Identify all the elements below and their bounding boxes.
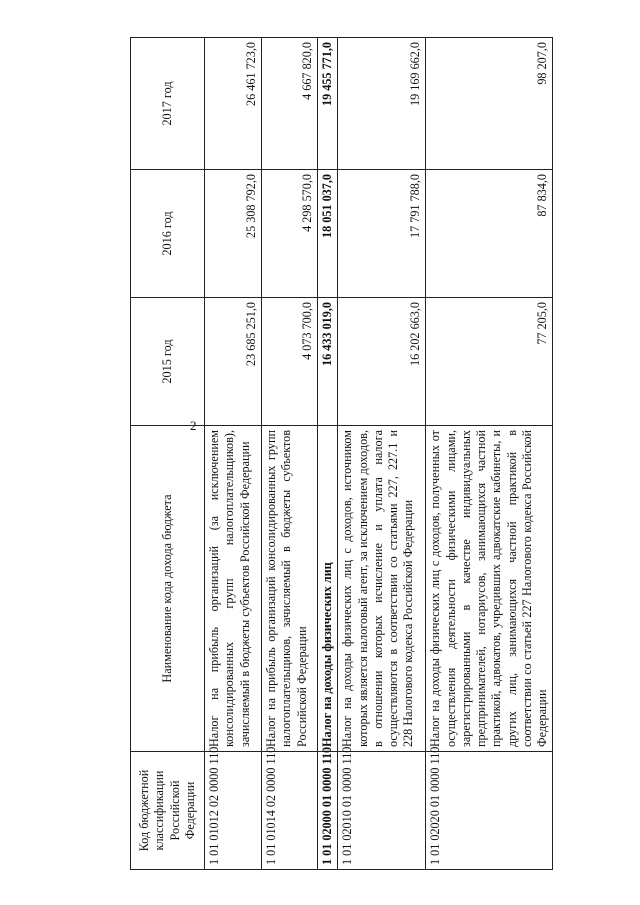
row-value-2016: 4 298 570,0 — [262, 170, 318, 298]
header-2016: 2016 год — [131, 170, 205, 298]
row-value-2015: 16 202 663,0 — [338, 298, 426, 426]
row-value-2015: 23 685 251,0 — [205, 298, 262, 426]
row-value-2016: 18 051 037,0 — [318, 170, 338, 298]
row-value-2016: 25 308 792,0 — [205, 170, 262, 298]
table-row — [338, 38, 426, 870]
row-value-2016: 17 791 788,0 — [338, 170, 426, 298]
row-code: 1 01 02000 01 0000 110 — [318, 752, 338, 870]
row-code: 1 01 02010 01 0000 110 — [338, 752, 426, 870]
row-name: Налог на доходы физических лиц с доходов, полученных от осуществления деятельности физическими лицами, зарегистрированными в качестве индивидуальных предпринимателей, нотариусов, занимающихся частной практикой, адвокатов, учредивших адвокатские кабинеты, и других лиц, занимающихся частной практикой в соответствии со статьей 227 Налогового кодекса Российской Федерации — [426, 426, 553, 752]
header-2015: 2015 год — [131, 298, 205, 426]
row-code: 1 01 01012 02 0000 110 — [205, 752, 262, 870]
row-name: Налог на доходы физических лиц с доходов, источником которых является налоговый агент, за исключением доходов, в отношении которых исчисление и уплата налога осуществляются в соответствии со статьями 227, 227.1 и 228 Налогового кодекса Российской Федерации — [338, 426, 426, 752]
table-row — [262, 38, 318, 870]
table-row — [318, 38, 338, 870]
row-value-2017: 4 667 820,0 — [262, 38, 318, 170]
header-name: Наименование кода дохода бюджета — [131, 426, 205, 752]
row-value-2015: 77 205,0 — [426, 298, 553, 426]
row-name: Налог на прибыль организаций (за исключением консолидированных групп налогоплательщиков), зачисляемый в бюджеты субъектов Российской Федерации — [205, 426, 262, 752]
header-2017: 2017 год — [131, 38, 205, 170]
row-value-2017: 26 461 723,0 — [205, 38, 262, 170]
row-value-2016: 87 834,0 — [426, 170, 553, 298]
table-header-row — [131, 38, 205, 870]
row-name: Налог на прибыль организаций консолидированных групп налогоплательщиков, зачисляемый в бюджеты субъектов Российской Федерации — [262, 426, 318, 752]
header-code: Код бюджетной классификации Российской Федерации — [131, 752, 205, 870]
table-row — [426, 38, 553, 870]
page-number: 2 — [190, 418, 197, 433]
row-code: 1 01 01014 02 0000 110 — [262, 752, 318, 870]
row-value-2017: 98 207,0 — [426, 38, 553, 170]
row-value-2017: 19 169 662,0 — [338, 38, 426, 170]
table-row — [205, 38, 262, 870]
row-code: 1 01 02020 01 0000 110 — [426, 752, 553, 870]
rotated-table-container — [130, 38, 547, 870]
row-value-2017: 19 455 771,0 — [318, 38, 338, 170]
row-value-2015: 16 433 019,0 — [318, 298, 338, 426]
row-name: Налог на доходы физических лиц — [318, 426, 338, 752]
revenue-table — [130, 37, 553, 870]
row-value-2015: 4 073 700,0 — [262, 298, 318, 426]
